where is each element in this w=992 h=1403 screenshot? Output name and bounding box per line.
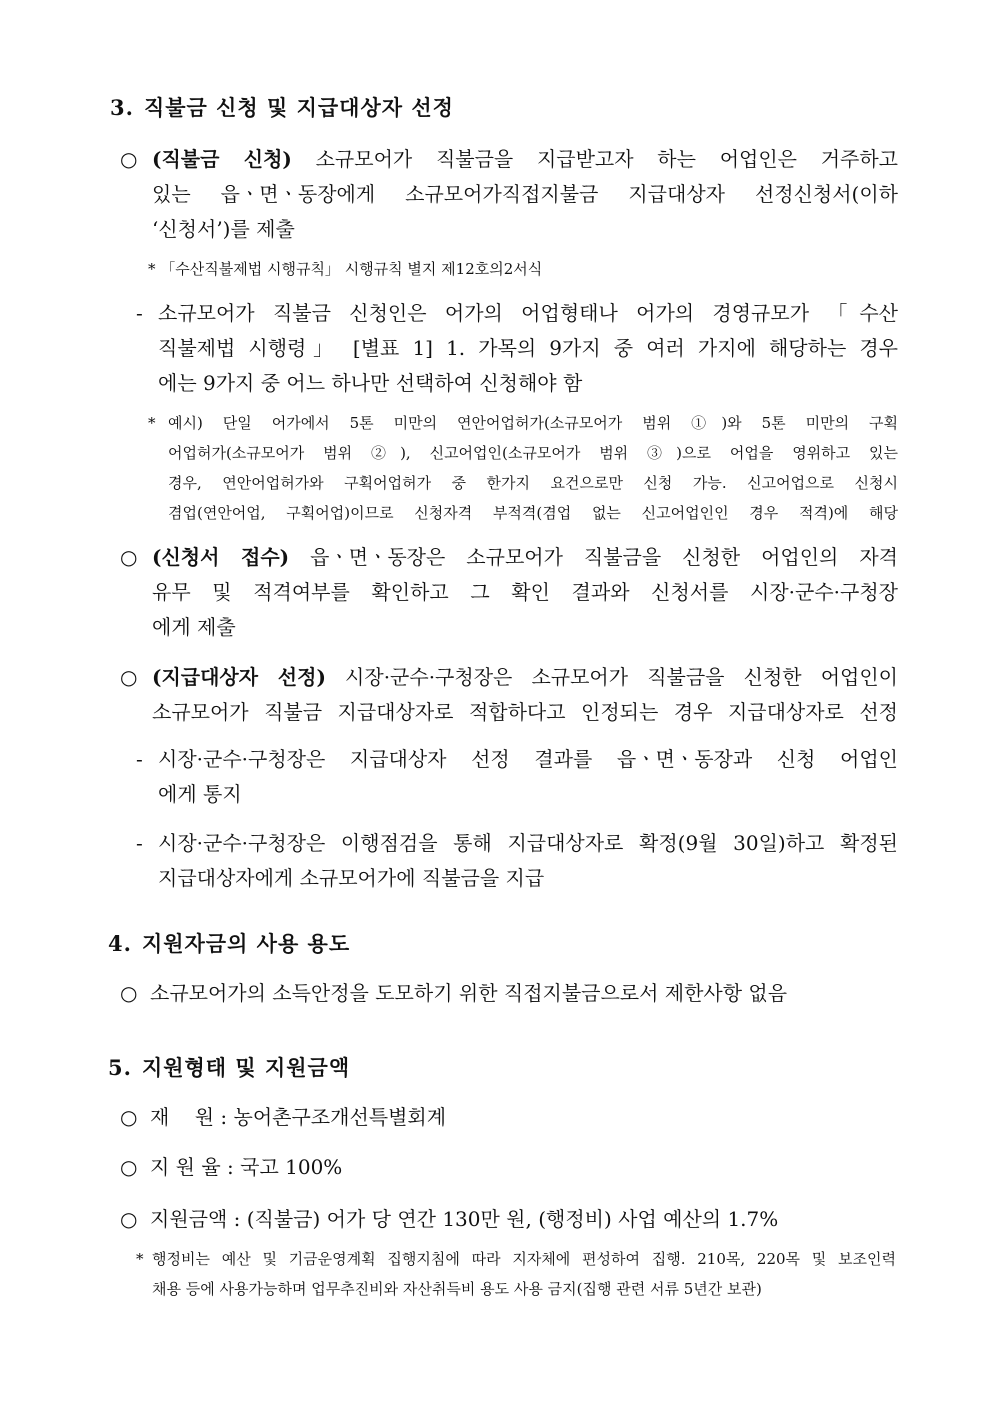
admin-cost-note — [136, 1244, 896, 1304]
bullet-line: 소규모어가 직불금 지급대상자로 적합하다고 인정되는 경우 지급대상자로 선정 — [152, 700, 898, 724]
section-number: 4. — [108, 931, 132, 956]
bullet-line — [152, 142, 898, 177]
bullet-text: 재 원 : 농어촌구조개선특별회계 — [150, 1105, 447, 1129]
circle-bullet-icon: ○ — [120, 1155, 138, 1179]
bullet-funding-source — [120, 1100, 898, 1135]
bullet-selection — [120, 660, 898, 730]
example-note — [148, 408, 898, 528]
circle-bullet-icon: ○ — [120, 545, 138, 569]
circle-bullet-icon: ○ — [120, 1105, 138, 1129]
section-3-heading — [110, 92, 454, 122]
bullet-application — [120, 142, 898, 247]
sub-line: 에는 9가지 중 어느 하나만 선택하여 신청해야 함 — [158, 371, 583, 395]
asterisk-icon: * — [136, 1250, 144, 1268]
circle-bullet-icon: ○ — [120, 147, 138, 171]
bullet-label: (신청서 접수) — [152, 545, 290, 569]
dash-bullet-icon: - — [136, 301, 143, 325]
section-4-heading — [108, 928, 350, 958]
bullet-line — [152, 540, 898, 575]
sub-line: 시장·군수·구청장은 지급대상자 선정 결과를 읍ㆍ면ㆍ동장과 신청 어업인 — [158, 747, 898, 771]
bullet-text: 소규모어가 직불금을 지급받고자 하는 어업인은 거주하고 — [291, 147, 898, 171]
bullet-line: 유무 및 적격여부를 확인하고 그 확인 결과와 신청서를 시장·군수·구청장 — [152, 580, 898, 604]
sub-item-selection-rule — [136, 296, 898, 401]
bullet-support-rate — [120, 1150, 898, 1185]
bullet-line: ‘신청서’)를 제출 — [152, 217, 295, 241]
sub-line: 시장·군수·구청장은 이행점검을 통해 지급대상자로 확정(9월 30일)하고 확정된 — [158, 831, 898, 855]
note-line: 어업허가(소규모어가 범위 ②), 신고어업인(소규모어가 범위 ③)으로 어업을 영위하고 있는 — [168, 444, 898, 462]
bullet-text: 시장·군수·구청장은 소규모어가 직불금을 신청한 어업인이 — [325, 665, 898, 689]
note-line: 채용 등에 사용가능하며 업무추진비와 자산취득비 용도 사용 금지(집행 관련 서류 5년간 보관) — [152, 1280, 762, 1298]
circle-bullet-icon: ○ — [120, 665, 138, 689]
bullet-text: 지원금액 : (직불금) 어가 당 연간 130만 원, (행정비) 사업 예산의 1.7% — [150, 1207, 779, 1231]
bullet-line: 있는 읍ㆍ면ㆍ동장에게 소규모어가직접지불금 지급대상자 선정신청서(이하 — [152, 182, 898, 206]
section-number: 5. — [108, 1055, 132, 1080]
bullet-label: (직불금 신청) — [152, 147, 292, 171]
bullet-text: 읍ㆍ면ㆍ동장은 소규모어가 직불금을 신청한 어업인의 자격 — [289, 545, 898, 569]
sub-item-confirmation — [136, 826, 898, 896]
circle-bullet-icon: ○ — [120, 1207, 138, 1231]
sub-item-notification — [136, 742, 898, 812]
section-number: 3. — [110, 95, 134, 120]
circle-bullet-icon: ○ — [120, 981, 138, 1005]
bullet-text: 소규모어가의 소득안정을 도모하기 위한 직접지불금으로서 제한사항 없음 — [150, 981, 788, 1005]
note-line: 예시) 단일 어가에서 5톤 미만의 연안어업허가(소규모어가 범위 ①)와 5톤 미만의 구획 — [168, 414, 898, 432]
note-line: 행정비는 예산 및 기금운영계획 집행지침에 따라 지자체에 편성하여 집행. 210목, 220목 및 보조인력 — [152, 1250, 896, 1268]
bullet-label: (지급대상자 선정) — [152, 665, 326, 689]
section-title: 지원형태 및 지원금액 — [141, 1055, 351, 1080]
note-line: 겸업(연안어업, 구획어업)이므로 신청자격 부적격(겸업 없는 신고어업인인 경우 적격)에 해당 — [168, 504, 898, 522]
bullet-usage — [120, 976, 898, 1011]
note-line: 경우, 연안어업허가와 구획어업허가 중 한가지 요건으로만 신청 가능. 신고어업으로 신청시 — [168, 474, 898, 492]
section-title: 직불금 신청 및 지급대상자 선정 — [143, 95, 454, 120]
bullet-line: 에게 제출 — [152, 615, 236, 639]
bullet-support-amount — [120, 1202, 898, 1237]
bullet-text: 지 원 율 : 국고 100% — [150, 1155, 343, 1179]
dash-bullet-icon: - — [136, 831, 143, 855]
asterisk-icon: * — [148, 414, 156, 432]
sub-line: 직불제법 시행령」 [별표 1] 1. 가목의 9가지 중 여러 가지에 해당하는 경우 — [158, 336, 898, 360]
dash-bullet-icon: - — [136, 747, 143, 771]
sub-line: 지급대상자에게 소규모어가에 직불금을 지급 — [158, 866, 545, 890]
bullet-receipt — [120, 540, 898, 645]
footnote-form: * 「수산직불제법 시행규칙」 시행규칙 별지 제12호의2서식 — [148, 260, 543, 278]
section-title: 지원자금의 사용 용도 — [141, 931, 351, 956]
section-5-heading — [108, 1052, 350, 1082]
sub-line: 에게 통지 — [158, 782, 242, 806]
sub-line: 소규모어가 직불금 신청인은 어가의 어업형태나 어가의 경영규모가 「수산 — [158, 301, 898, 325]
bullet-line — [152, 660, 898, 695]
